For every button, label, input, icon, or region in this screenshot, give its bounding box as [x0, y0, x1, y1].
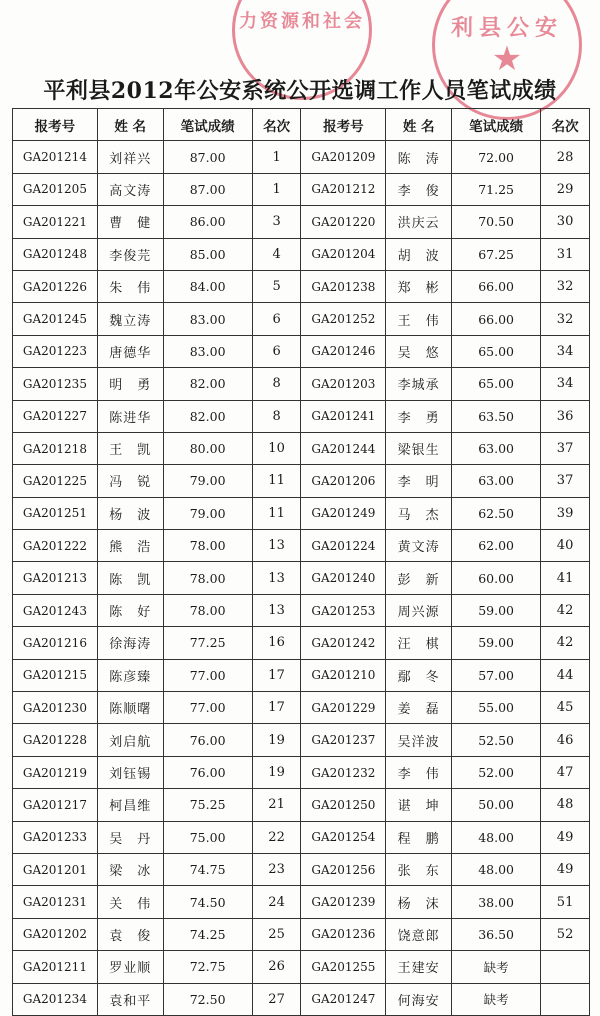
cell-rank: 28	[541, 141, 590, 173]
cell-score: 78.00	[163, 562, 252, 594]
cell-id: GA201242	[301, 627, 386, 659]
cell-id: GA201243	[13, 594, 98, 626]
cell-name: 姜 磊	[386, 692, 452, 724]
cell-rank: 36	[541, 400, 590, 432]
cell-name: 曹 健	[97, 206, 163, 238]
cell-score: 66.00	[452, 270, 541, 302]
cell-rank: 13	[252, 530, 301, 562]
cell-name: 郑 彬	[386, 270, 452, 302]
cell-score: 48.00	[452, 853, 541, 885]
cell-id: GA201204	[301, 238, 386, 270]
cell-name: 陈顺曙	[97, 692, 163, 724]
cell-rank: 25	[252, 918, 301, 950]
cell-id: GA201249	[301, 497, 386, 529]
cell-score: 87.00	[163, 141, 252, 173]
cell-id: GA201237	[301, 724, 386, 756]
cell-id: GA201236	[301, 918, 386, 950]
cell-score: 84.00	[163, 270, 252, 302]
cell-score: 缺考	[452, 983, 541, 1015]
table-row	[13, 368, 590, 400]
cell-id: GA201201	[13, 853, 98, 885]
cell-score: 62.50	[452, 497, 541, 529]
cell-score: 65.00	[452, 335, 541, 367]
cell-rank: 45	[541, 692, 590, 724]
cell-score: 85.00	[163, 238, 252, 270]
table-row	[13, 270, 590, 302]
cell-name: 黄文涛	[386, 530, 452, 562]
cell-id: GA201255	[301, 951, 386, 983]
cell-rank: 49	[541, 853, 590, 885]
cell-id: GA201252	[301, 303, 386, 335]
cell-id: GA201218	[13, 432, 98, 464]
cell-name: 周兴源	[386, 594, 452, 626]
table-row	[13, 886, 590, 918]
header-rank: 名次	[541, 109, 590, 141]
cell-rank: 51	[541, 886, 590, 918]
cell-score: 59.00	[452, 594, 541, 626]
cell-rank: 42	[541, 594, 590, 626]
seal-text: 利县公安	[450, 15, 563, 41]
cell-name: 洪庆云	[386, 206, 452, 238]
cell-id: GA201234	[13, 983, 98, 1015]
table-row	[13, 173, 590, 205]
cell-score: 82.00	[163, 400, 252, 432]
cell-name: 谌 坤	[386, 789, 452, 821]
table-row	[13, 627, 590, 659]
cell-rank: 13	[252, 562, 301, 594]
cell-score: 74.50	[163, 886, 252, 918]
cell-score: 82.00	[163, 368, 252, 400]
cell-score: 70.50	[452, 206, 541, 238]
cell-name: 陈 涛	[386, 141, 452, 173]
cell-name: 王 凯	[97, 432, 163, 464]
cell-id: GA201225	[13, 465, 98, 497]
cell-id: GA201215	[13, 659, 98, 691]
cell-rank: 19	[252, 756, 301, 788]
cell-name: 陈 凯	[97, 562, 163, 594]
cell-rank: 8	[252, 368, 301, 400]
cell-name: 王建安	[386, 951, 452, 983]
cell-name: 吴洋波	[386, 724, 452, 756]
cell-name: 袁和平	[97, 983, 163, 1015]
cell-rank: 34	[541, 368, 590, 400]
cell-score: 59.00	[452, 627, 541, 659]
cell-name: 高文涛	[97, 173, 163, 205]
cell-score: 79.00	[163, 497, 252, 529]
table-row	[13, 789, 590, 821]
cell-id: GA201217	[13, 789, 98, 821]
cell-score: 83.00	[163, 335, 252, 367]
cell-name: 明 勇	[97, 368, 163, 400]
cell-score: 71.25	[452, 173, 541, 205]
cell-score: 74.25	[163, 918, 252, 950]
cell-score: 76.00	[163, 724, 252, 756]
cell-id: GA201216	[13, 627, 98, 659]
cell-id: GA201245	[13, 303, 98, 335]
cell-id: GA201222	[13, 530, 98, 562]
cell-score: 48.00	[452, 821, 541, 853]
header-score: 笔试成绩	[163, 109, 252, 141]
page-title: 平利县2012年公安系统公开选调工作人员笔试成绩	[43, 78, 557, 104]
cell-id: GA201229	[301, 692, 386, 724]
cell-score: 52.00	[452, 756, 541, 788]
table-row	[13, 853, 590, 885]
cell-id: GA201210	[301, 659, 386, 691]
cell-score: 52.50	[452, 724, 541, 756]
cell-rank	[541, 951, 590, 983]
table-row	[13, 562, 590, 594]
cell-score: 63.50	[452, 400, 541, 432]
cell-id: GA201231	[13, 886, 98, 918]
cell-name: 李 明	[386, 465, 452, 497]
cell-rank: 32	[541, 303, 590, 335]
header-id: 报考号	[13, 109, 98, 141]
table-row	[13, 206, 590, 238]
cell-score: 72.75	[163, 951, 252, 983]
cell-name: 唐德华	[97, 335, 163, 367]
table-row	[13, 692, 590, 724]
cell-name: 陈 好	[97, 594, 163, 626]
table-row	[13, 335, 590, 367]
cell-id: GA201232	[301, 756, 386, 788]
cell-rank: 6	[252, 335, 301, 367]
cell-rank: 4	[252, 238, 301, 270]
cell-rank: 13	[252, 594, 301, 626]
cell-id: GA201254	[301, 821, 386, 853]
table-row	[13, 497, 590, 529]
cell-score: 缺考	[452, 951, 541, 983]
cell-name: 何海安	[386, 983, 452, 1015]
cell-id: GA201221	[13, 206, 98, 238]
cell-id: GA201220	[301, 206, 386, 238]
cell-rank: 40	[541, 530, 590, 562]
cell-rank: 17	[252, 692, 301, 724]
cell-score: 77.00	[163, 659, 252, 691]
seal-text: 力资源和社会	[239, 11, 365, 32]
cell-name: 李 伟	[386, 756, 452, 788]
cell-rank: 21	[252, 789, 301, 821]
cell-id: GA201239	[301, 886, 386, 918]
cell-name: 梁银生	[386, 432, 452, 464]
cell-name: 陈彦臻	[97, 659, 163, 691]
cell-id: GA201202	[13, 918, 98, 950]
cell-score: 83.00	[163, 303, 252, 335]
cell-name: 关 伟	[97, 886, 163, 918]
cell-name: 饶意郎	[386, 918, 452, 950]
cell-name: 杨 波	[97, 497, 163, 529]
cell-score: 65.00	[452, 368, 541, 400]
cell-rank: 52	[541, 918, 590, 950]
cell-rank: 34	[541, 335, 590, 367]
table-row	[13, 238, 590, 270]
cell-id: GA201209	[301, 141, 386, 173]
cell-name: 李城承	[386, 368, 452, 400]
cell-name: 熊 浩	[97, 530, 163, 562]
table-row	[13, 400, 590, 432]
cell-name: 程 鹏	[386, 821, 452, 853]
cell-id: GA201240	[301, 562, 386, 594]
table-row	[13, 594, 590, 626]
cell-rank: 11	[252, 465, 301, 497]
cell-rank: 44	[541, 659, 590, 691]
cell-id: GA201235	[13, 368, 98, 400]
cell-name: 吴 悠	[386, 335, 452, 367]
header-rank: 名次	[252, 109, 301, 141]
table-row	[13, 951, 590, 983]
cell-rank: 49	[541, 821, 590, 853]
header-row	[13, 109, 590, 141]
cell-rank: 19	[252, 724, 301, 756]
cell-id: GA201226	[13, 270, 98, 302]
cell-rank: 42	[541, 627, 590, 659]
cell-rank: 37	[541, 465, 590, 497]
cell-score: 63.00	[452, 432, 541, 464]
cell-name: 梁 冰	[97, 853, 163, 885]
table-row	[13, 432, 590, 464]
cell-score: 36.50	[452, 918, 541, 950]
cell-name: 李 俊	[386, 173, 452, 205]
cell-rank: 48	[541, 789, 590, 821]
cell-name: 李 勇	[386, 400, 452, 432]
cell-id: GA201246	[301, 335, 386, 367]
cell-rank: 11	[252, 497, 301, 529]
cell-name: 刘钰锡	[97, 756, 163, 788]
cell-score: 38.00	[452, 886, 541, 918]
cell-score: 72.50	[163, 983, 252, 1015]
cell-score: 80.00	[163, 432, 252, 464]
table-row	[13, 465, 590, 497]
table-row	[13, 141, 590, 173]
cell-id: GA201219	[13, 756, 98, 788]
cell-id: GA201212	[301, 173, 386, 205]
cell-id: GA201206	[301, 465, 386, 497]
cell-id: GA201214	[13, 141, 98, 173]
cell-name: 袁 俊	[97, 918, 163, 950]
cell-id: GA201248	[13, 238, 98, 270]
cell-name: 魏立涛	[97, 303, 163, 335]
header-score: 笔试成绩	[452, 109, 541, 141]
cell-score: 75.25	[163, 789, 252, 821]
cell-name: 杨 沫	[386, 886, 452, 918]
cell-rank: 22	[252, 821, 301, 853]
cell-id: GA201251	[13, 497, 98, 529]
cell-rank: 37	[541, 432, 590, 464]
cell-name: 冯 锐	[97, 465, 163, 497]
cell-id: GA201213	[13, 562, 98, 594]
cell-name: 刘祥兴	[97, 141, 163, 173]
cell-rank: 29	[541, 173, 590, 205]
cell-score: 50.00	[452, 789, 541, 821]
cell-score: 75.00	[163, 821, 252, 853]
cell-name: 胡 波	[386, 238, 452, 270]
cell-score: 63.00	[452, 465, 541, 497]
cell-rank: 27	[252, 983, 301, 1015]
cell-rank: 46	[541, 724, 590, 756]
cell-name: 刘启航	[97, 724, 163, 756]
score-table	[12, 108, 590, 1016]
cell-rank: 39	[541, 497, 590, 529]
table-row	[13, 530, 590, 562]
cell-name: 柯昌维	[97, 789, 163, 821]
header-name: 姓 名	[97, 109, 163, 141]
cell-score: 77.00	[163, 692, 252, 724]
table-row	[13, 983, 590, 1015]
cell-id: GA201211	[13, 951, 98, 983]
cell-name: 罗业顺	[97, 951, 163, 983]
cell-name: 彭 新	[386, 562, 452, 594]
cell-id: GA201230	[13, 692, 98, 724]
table-row	[13, 756, 590, 788]
cell-rank: 47	[541, 756, 590, 788]
cell-score: 62.00	[452, 530, 541, 562]
cell-score: 76.00	[163, 756, 252, 788]
cell-id: GA201256	[301, 853, 386, 885]
cell-rank: 16	[252, 627, 301, 659]
cell-rank: 24	[252, 886, 301, 918]
table-row	[13, 659, 590, 691]
cell-score: 86.00	[163, 206, 252, 238]
cell-name: 陈进华	[97, 400, 163, 432]
cell-id: GA201227	[13, 400, 98, 432]
cell-name: 鄢 冬	[386, 659, 452, 691]
cell-score: 87.00	[163, 173, 252, 205]
table-row	[13, 821, 590, 853]
cell-id: GA201224	[301, 530, 386, 562]
cell-name: 朱 伟	[97, 270, 163, 302]
cell-score: 55.00	[452, 692, 541, 724]
table-row	[13, 918, 590, 950]
cell-rank: 10	[252, 432, 301, 464]
cell-score: 66.00	[452, 303, 541, 335]
cell-score: 77.25	[163, 627, 252, 659]
star-icon: ★	[491, 39, 523, 80]
cell-id: GA201250	[301, 789, 386, 821]
header-id: 报考号	[301, 109, 386, 141]
cell-name: 王 伟	[386, 303, 452, 335]
cell-score: 67.25	[452, 238, 541, 270]
cell-name: 李俊芫	[97, 238, 163, 270]
cell-rank: 5	[252, 270, 301, 302]
cell-rank: 6	[252, 303, 301, 335]
cell-rank: 17	[252, 659, 301, 691]
cell-rank: 23	[252, 853, 301, 885]
cell-name: 马 杰	[386, 497, 452, 529]
table-row	[13, 303, 590, 335]
cell-score: 74.75	[163, 853, 252, 885]
cell-name: 徐海涛	[97, 627, 163, 659]
cell-rank: 32	[541, 270, 590, 302]
cell-id: GA201247	[301, 983, 386, 1015]
cell-rank: 8	[252, 400, 301, 432]
header-name: 姓 名	[386, 109, 452, 141]
cell-rank: 1	[252, 173, 301, 205]
cell-id: GA201241	[301, 400, 386, 432]
table-row	[13, 724, 590, 756]
cell-rank	[541, 983, 590, 1015]
cell-id: GA201244	[301, 432, 386, 464]
cell-id: GA201253	[301, 594, 386, 626]
cell-id: GA201228	[13, 724, 98, 756]
cell-id: GA201233	[13, 821, 98, 853]
cell-rank: 3	[252, 206, 301, 238]
cell-rank: 31	[541, 238, 590, 270]
cell-id: GA201205	[13, 173, 98, 205]
cell-rank: 26	[252, 951, 301, 983]
cell-name: 汪 棋	[386, 627, 452, 659]
cell-score: 60.00	[452, 562, 541, 594]
cell-name: 吴 丹	[97, 821, 163, 853]
cell-score: 78.00	[163, 594, 252, 626]
cell-name: 张 东	[386, 853, 452, 885]
cell-score: 79.00	[163, 465, 252, 497]
cell-score: 78.00	[163, 530, 252, 562]
cell-rank: 1	[252, 141, 301, 173]
cell-rank: 41	[541, 562, 590, 594]
cell-score: 72.00	[452, 141, 541, 173]
cell-id: GA201223	[13, 335, 98, 367]
cell-id: GA201203	[301, 368, 386, 400]
cell-rank: 30	[541, 206, 590, 238]
cell-score: 57.00	[452, 659, 541, 691]
cell-id: GA201238	[301, 270, 386, 302]
